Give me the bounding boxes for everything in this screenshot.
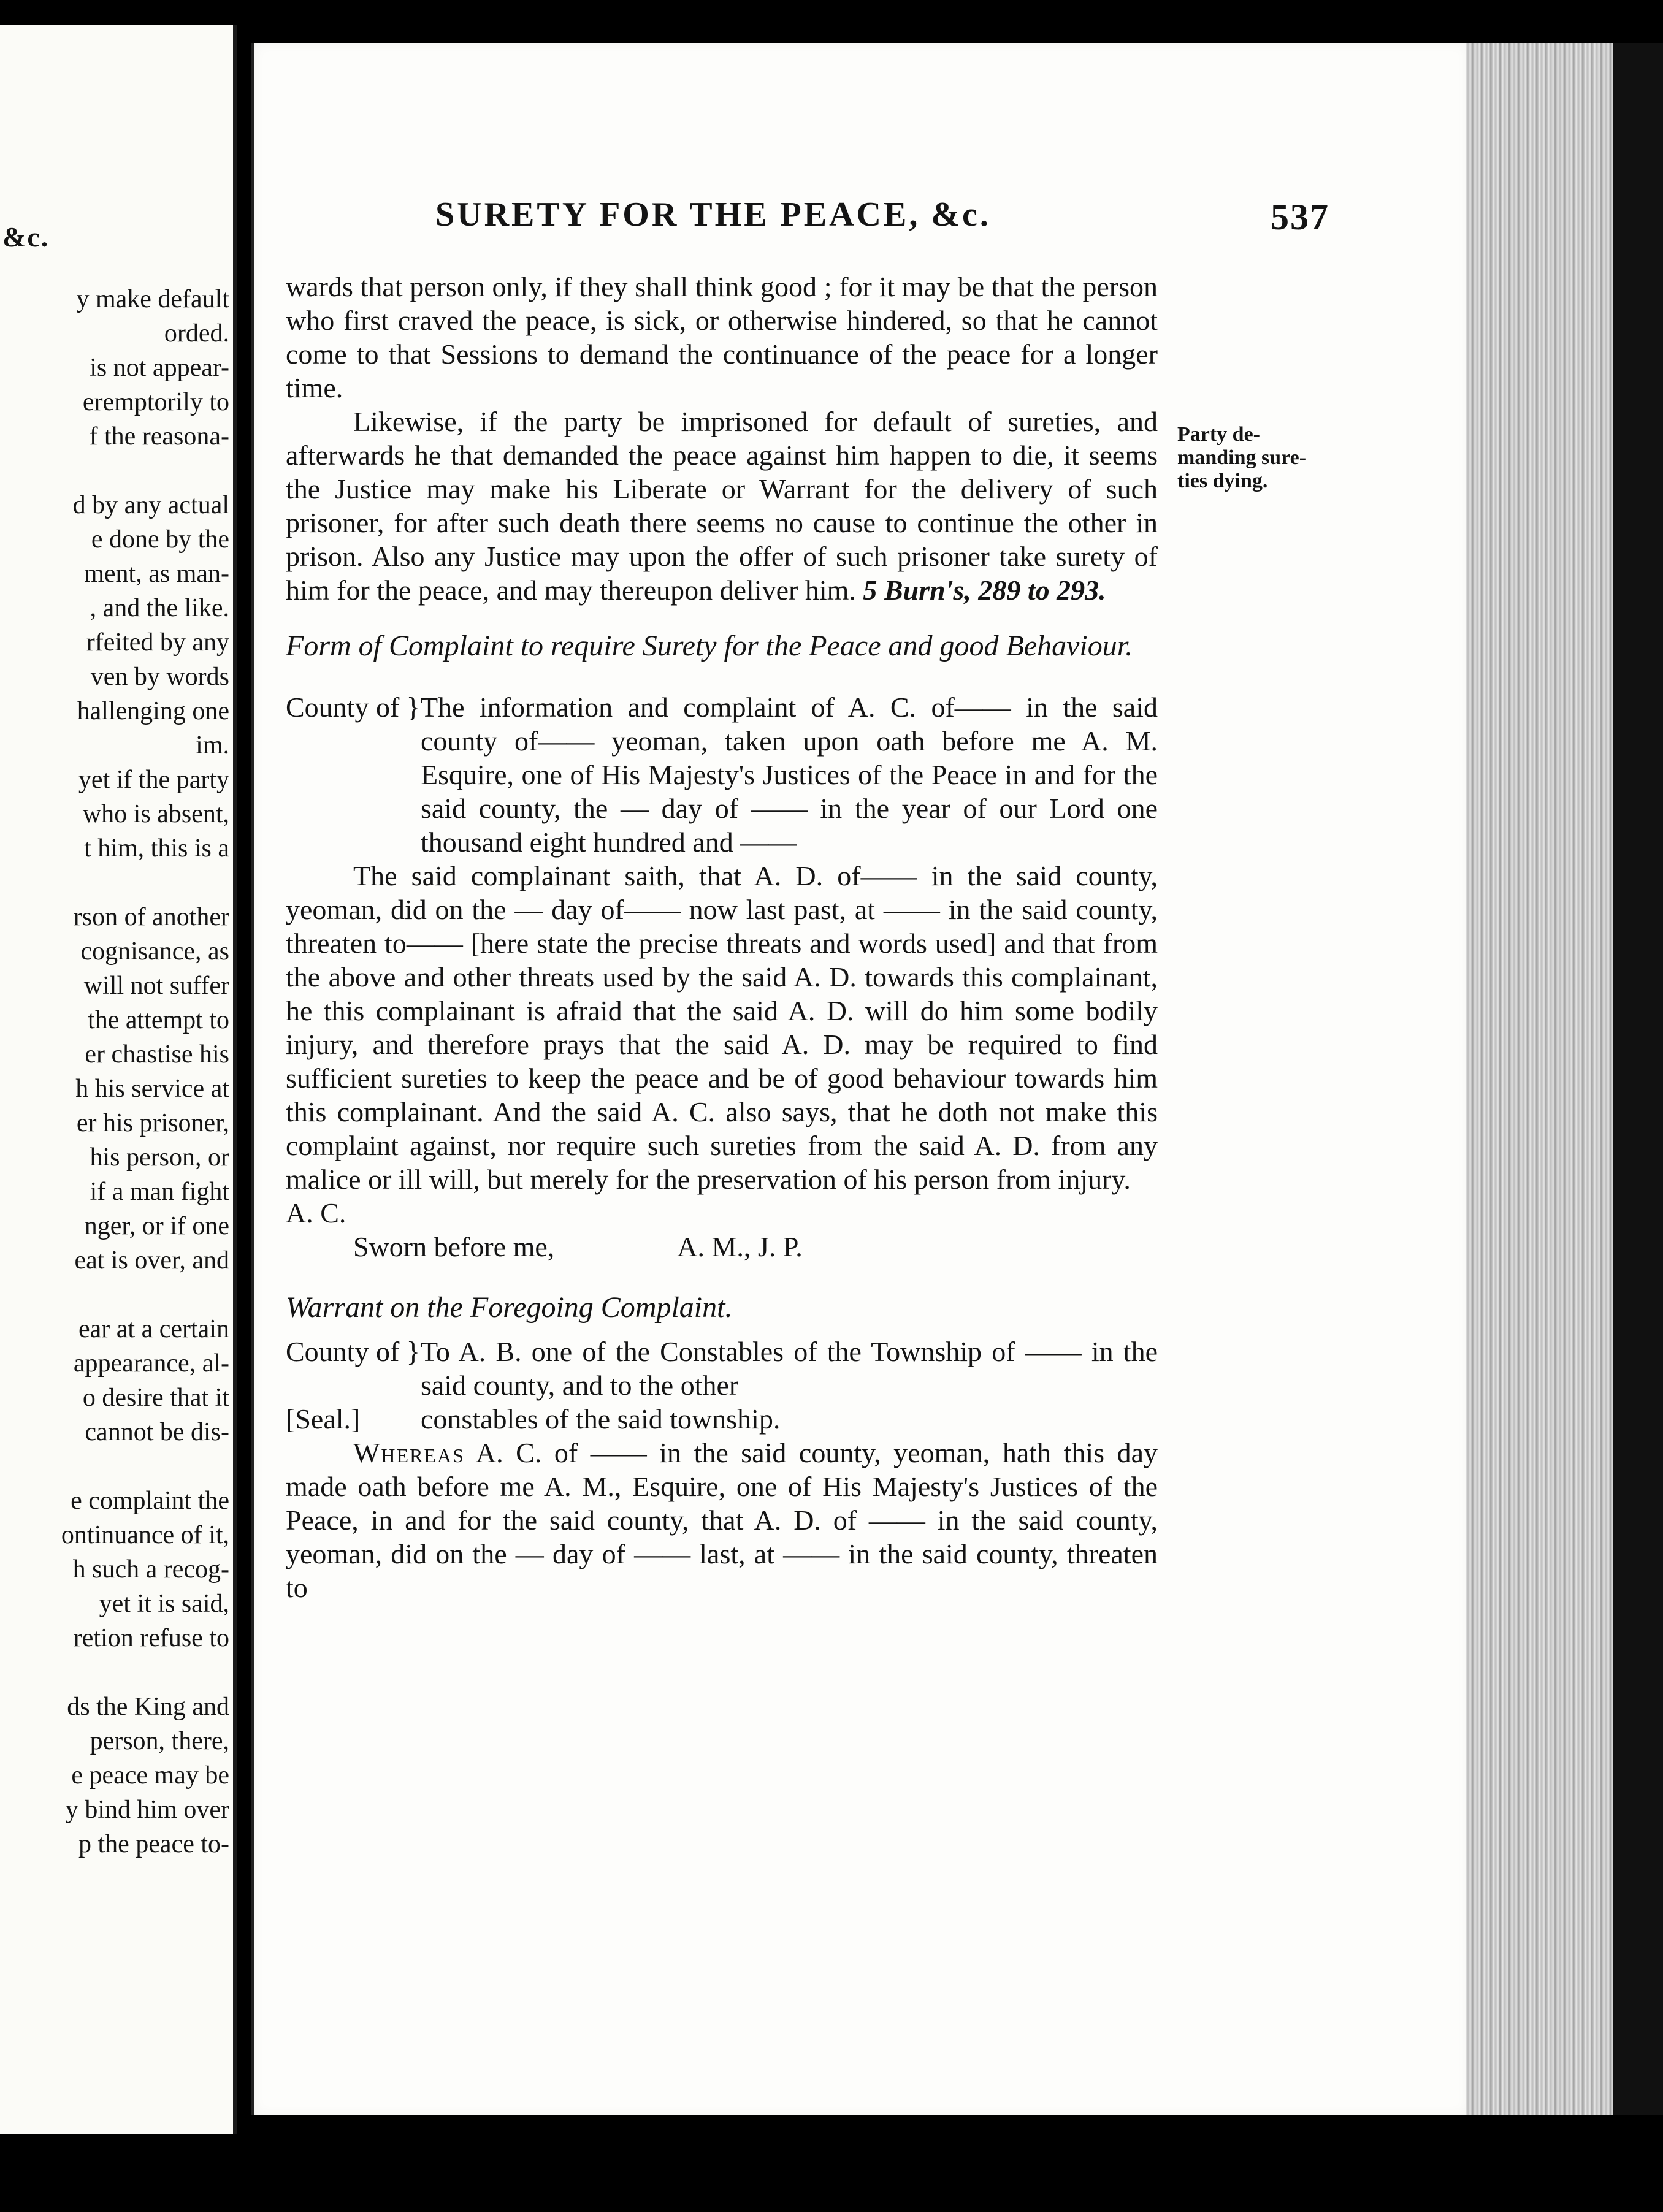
left-page-line: eat is over, and: [74, 1246, 229, 1275]
left-page-line: e complaint the: [71, 1487, 229, 1515]
warrant-body: [286, 1436, 1158, 1604]
warrant-intro: To A. B. one of the Constables of the Township of —— in the said county, and to the other: [421, 1336, 1158, 1401]
left-page-line: nger, or if one: [84, 1212, 229, 1240]
left-page-line: [0, 454, 233, 488]
left-page-line: e done by the: [91, 525, 229, 554]
sworn-line: [286, 1230, 1158, 1264]
running-head: SURETY FOR THE PEACE, &c.: [435, 196, 991, 234]
left-page-line: orded.: [164, 319, 229, 348]
left-page-line: retion refuse to: [73, 1624, 229, 1652]
left-page-line: person, there,: [90, 1727, 229, 1755]
left-page-line: d by any actual: [72, 491, 229, 519]
left-page-line: y bind him over: [65, 1796, 229, 1824]
seal-row: [286, 1402, 1158, 1436]
left-page-line: the attempt to: [88, 1006, 229, 1034]
warrant-body-text: A. C. of —— in the said county, yeoman, hath this day made oath before me A. M., Esquire, one of His Majesty's Justices of the Peace, in and for the said county, that A. D. of —— in the said county, yeoman, did on the — day of —— last, at —— in the said county, threaten to: [286, 1437, 1158, 1603]
sworn-before: Sworn before me,: [353, 1231, 555, 1262]
left-page-line: er chastise his: [85, 1040, 229, 1069]
form-warrant-county: [286, 1335, 1158, 1402]
page-edge-shadow: [1613, 43, 1663, 2115]
left-page-line: [0, 1655, 233, 1690]
left-page-line: [0, 866, 233, 900]
left-page-line: yet it is said,: [99, 1590, 229, 1618]
left-facing-page: [0, 25, 237, 2134]
form-complaint-county: [286, 690, 1158, 859]
form-complaint-title: Form of Complaint to require Surety for the Peace and good Behaviour.: [286, 630, 1133, 662]
left-page-line: eremptorily to: [82, 388, 229, 416]
left-page-line: if a man fight: [90, 1178, 229, 1206]
county-label-2: County of: [286, 1336, 400, 1367]
left-page-line: p the peace to-: [78, 1830, 229, 1858]
paragraph-continuation: wards that person only, if they shall think good ; for it may be that the person who first craved the peace, is sick, or otherwise hindered, so that he cannot come to that Sessions to demand the continuance of the peace for a longer time.: [286, 271, 1158, 403]
page-number: 537: [1271, 197, 1329, 237]
complaint-body: The said complainant saith, that A. D. of—— in the said county, yeoman, did on the — day of—— now last past, at —— in the said county, threaten to—— [here state the precise threats and words used] and that from the above and other threats used by the said A. D. towards this complainant, he this complainant is afraid that the said A. D. will do him some bodily injury, and therefore prays that the said A. D. may be required to find sufficient sureties to keep the peace and be of good behaviour towards him this complainant. And the said A. C. also says, that he doth not make this complaint against, nor require such sureties from the said A. D. from any malice or ill will, but merely for the preservation of his person from injury.: [286, 860, 1158, 1195]
left-page-line: h his service at: [75, 1075, 229, 1103]
form-warrant-title: Warrant on the Foregoing Complaint.: [286, 1291, 733, 1324]
left-page-line: rson of another: [73, 903, 229, 931]
whereas: Whereas: [353, 1437, 465, 1468]
left-page-line: will not suffer: [83, 972, 229, 1000]
left-page-line: [0, 1449, 233, 1484]
left-page-line: o desire that it: [82, 1384, 229, 1412]
left-page-header: &c.: [2, 221, 50, 253]
seal-mark: [Seal.]: [286, 1403, 361, 1435]
left-page-line: hallenging one: [77, 697, 229, 725]
brace-icon: }: [406, 692, 420, 723]
left-page-line: er his prisoner,: [76, 1109, 229, 1137]
left-page-text: [0, 282, 233, 1861]
left-page-line: cognisance, as: [80, 937, 229, 966]
left-page-line: [0, 1278, 233, 1312]
county-label: County of: [286, 692, 400, 723]
left-page-line: ment, as man-: [84, 560, 229, 588]
left-page-line: , and the like.: [90, 594, 229, 622]
paragraph-likewise-text: Likewise, if the party be imprisoned for default of sureties, and afterwards he that demanded the peace against him happen to die, it seems the Justice may make his Liberate or Warrant for the delivery of such prisoner, for after such death there seems no cause to continue the other in prison. Also any Justice may upon the offer of such prisoner take surety of him for the peace, and may thereupon deliver him.: [286, 406, 1158, 606]
left-page-line: f the reasona-: [89, 422, 229, 451]
paragraph-likewise: [286, 405, 1158, 607]
left-page-line: y make default: [76, 285, 229, 313]
left-page-line: is not appear-: [90, 354, 229, 382]
left-page-line: cannot be dis-: [85, 1418, 229, 1446]
left-page-line: yet if the party: [78, 766, 229, 794]
justice-signature: A. M., J. P.: [677, 1231, 803, 1262]
left-page-line: appearance, al-: [73, 1349, 229, 1378]
main-text: [286, 270, 1158, 1604]
left-page-line: his person, or: [90, 1143, 229, 1172]
left-page-line: im.: [196, 731, 229, 760]
left-page-line: ear at a certain: [78, 1315, 229, 1343]
left-page-line: rfeited by any: [86, 628, 229, 657]
complaint-signature: A. C.: [286, 1197, 346, 1229]
citation: 5 Burn's, 289 to 293.: [863, 574, 1106, 606]
brace-icon-2: }: [406, 1336, 420, 1367]
left-page-line: who is absent,: [82, 800, 229, 828]
page-edges: [1466, 43, 1613, 2115]
left-page-line: h such a recog-: [72, 1555, 229, 1584]
complaint-intro: The information and complaint of A. C. of—— in the said county of—— yeoman, taken upon oath before me A. M. Esquire, one of His Majesty's Justices of the Peace in and for the said county, the — day of —— in the year of our Lord one thousand eight hundred and ——: [421, 692, 1158, 858]
left-page-line: ven by words: [90, 663, 229, 691]
left-page-line: t him, this is a: [84, 834, 229, 863]
left-page-line: ontinuance of it,: [61, 1521, 229, 1549]
left-page-line: e peace may be: [71, 1761, 229, 1790]
marginal-note: Party de-manding sure-ties dying.: [1177, 423, 1307, 492]
left-page-line: ds the King and: [67, 1693, 229, 1721]
warrant-intro-2: constables of the said township.: [421, 1403, 781, 1435]
